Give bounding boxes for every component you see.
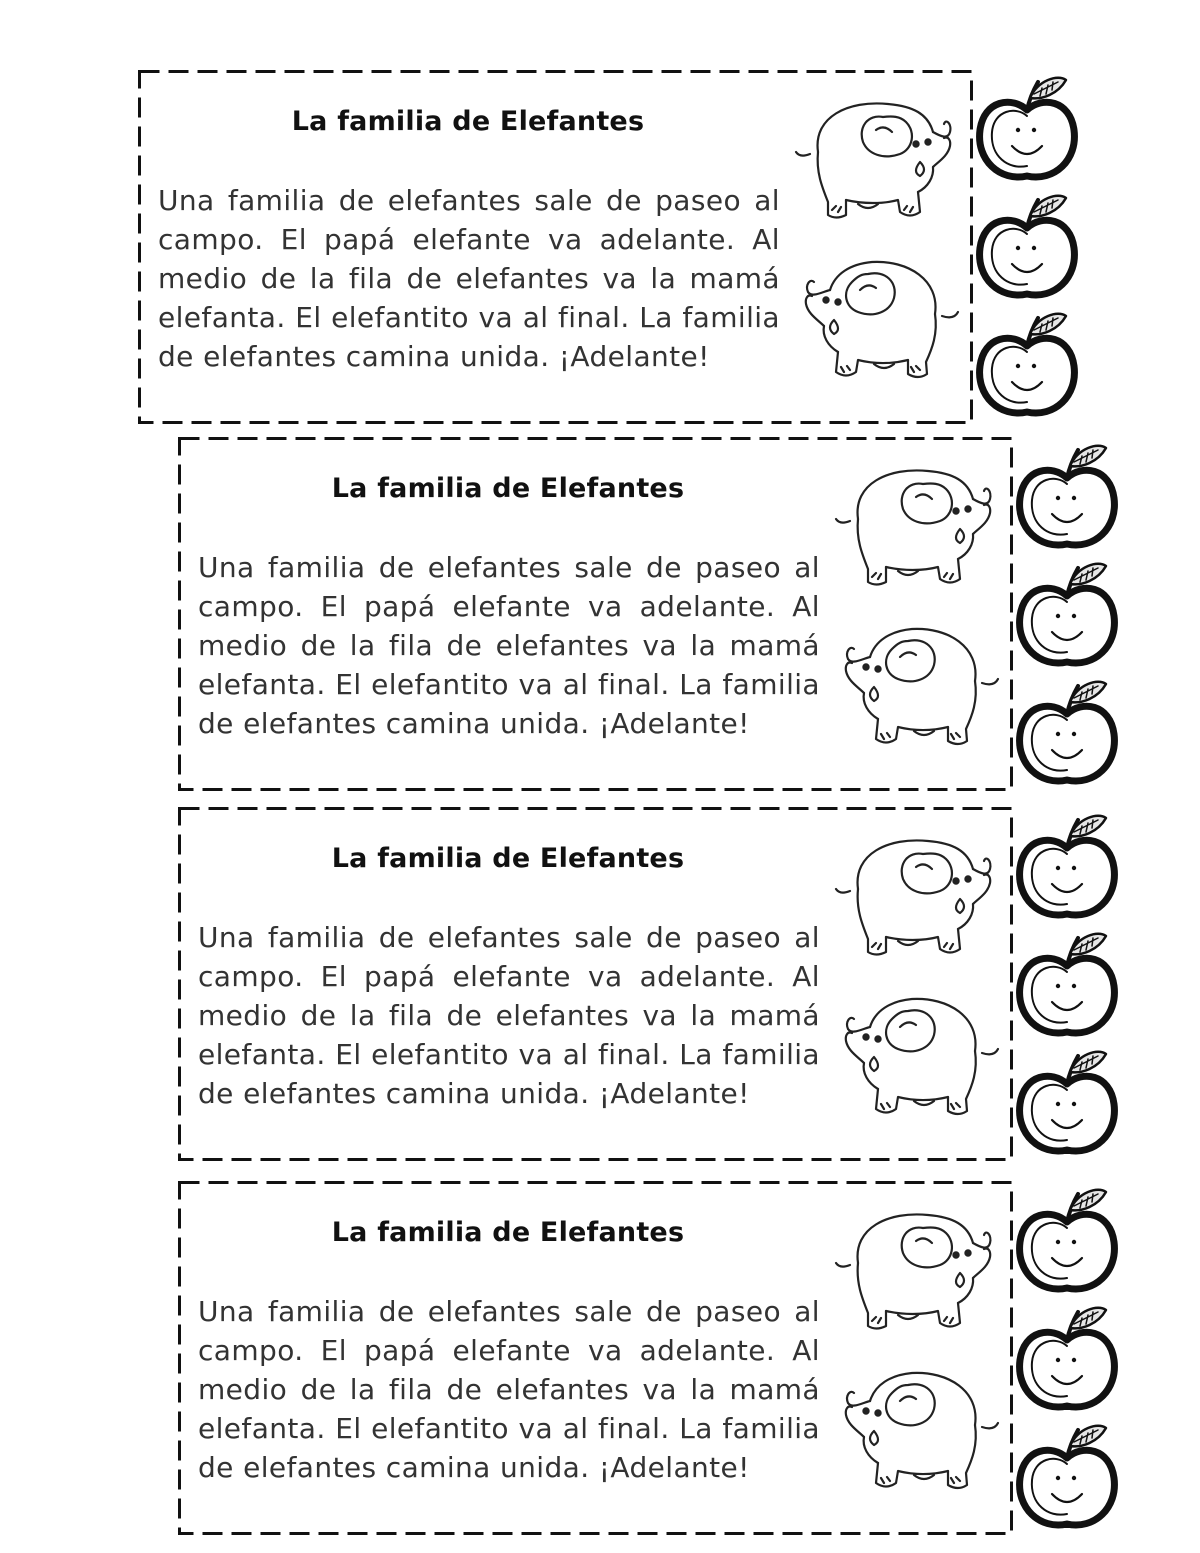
card-body-text: Una familia de elefantes sale de paseo al campo. El papá elefante va adelante. Al medio de la fila de elefantes va la mamá elefanta. El elefantito va al final. La familia de elefantes camina unida. ¡Adelante!	[198, 551, 820, 740]
apple-icon	[1012, 672, 1122, 792]
elephant-icon	[830, 989, 1005, 1119]
apple-icon	[1012, 1042, 1122, 1162]
card-title: La familia de Elefantes	[331, 843, 685, 874]
elephant-icon	[788, 92, 963, 222]
apple-icon	[972, 186, 1082, 306]
elephant-icon	[828, 459, 1003, 589]
card-body-text: Una familia de elefantes sale de paseo al campo. El papá elefante va adelante. Al medio de la fila de elefantes va la mamá elefanta. El elefantito va al final. La familia de elefantes camina unida. ¡Adelante!	[198, 921, 820, 1110]
reading-card-1	[138, 70, 973, 424]
reading-card-2	[178, 437, 1013, 791]
apple-icon	[1012, 806, 1122, 926]
apple-icon	[972, 68, 1082, 188]
card-title: La familia de Elefantes	[291, 106, 645, 137]
elephant-icon	[830, 1363, 1005, 1493]
apple-icon	[1012, 1180, 1122, 1300]
card-title: La familia de Elefantes	[331, 473, 685, 504]
apple-icon	[972, 304, 1082, 424]
elephant-icon	[830, 619, 1005, 749]
elephant-icon	[828, 1203, 1003, 1333]
reading-card-4	[178, 1181, 1013, 1535]
apple-icon	[1012, 924, 1122, 1044]
reading-card-3	[178, 807, 1013, 1161]
apple-icon	[1012, 436, 1122, 556]
card-title: La familia de Elefantes	[331, 1217, 685, 1248]
apple-icon	[1012, 1298, 1122, 1418]
card-body-text: Una familia de elefantes sale de paseo al campo. El papá elefante va adelante. Al medio de la fila de elefantes va la mamá elefanta. El elefantito va al final. La familia de elefantes camina unida. ¡Adelante!	[198, 1295, 820, 1484]
elephant-icon	[828, 829, 1003, 959]
elephant-icon	[790, 252, 965, 382]
apple-icon	[1012, 554, 1122, 674]
card-body-text: Una familia de elefantes sale de paseo al campo. El papá elefante va adelante. Al medio de la fila de elefantes va la mamá elefanta. El elefantito va al final. La familia de elefantes camina unida. ¡Adelante!	[158, 184, 780, 373]
apple-icon	[1012, 1416, 1122, 1536]
